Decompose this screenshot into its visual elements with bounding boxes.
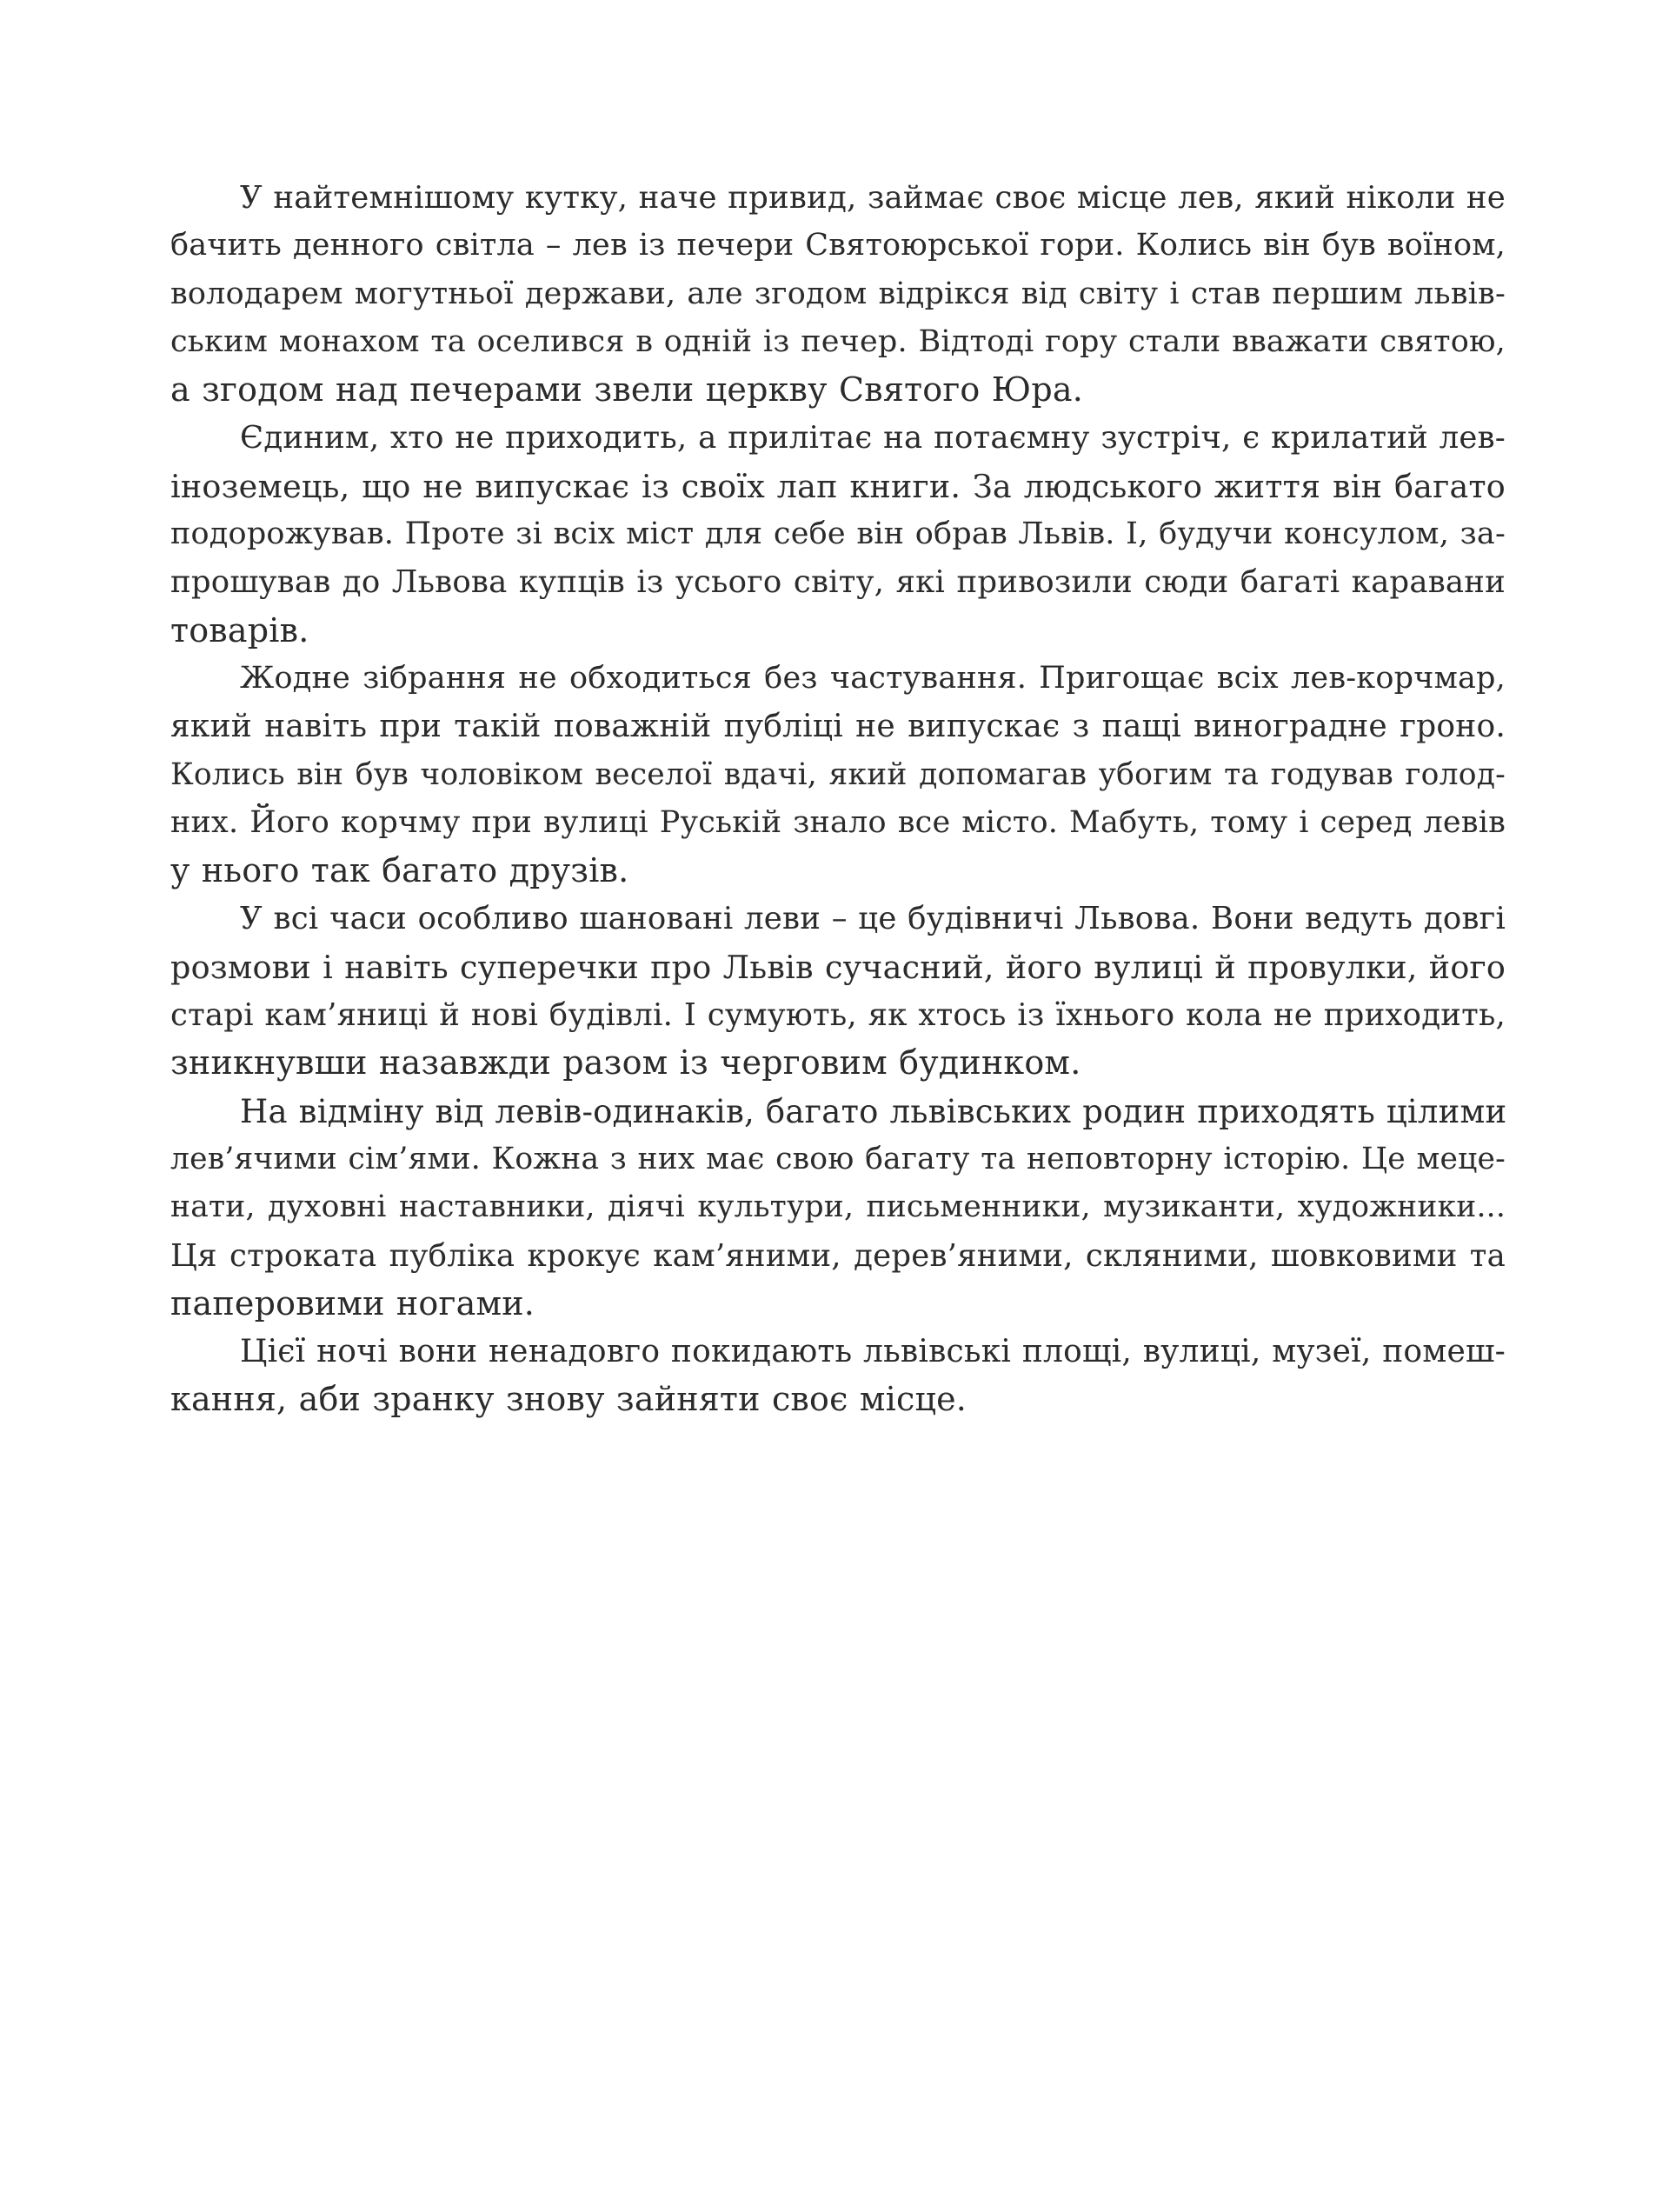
text-line: бачить денного світла – лев із печери Святоюрської гори. Колись він був воїном, bbox=[170, 228, 1506, 263]
text-line: лев’ячими сім’ями. Кожна з них має свою багату та неповторну історію. Це меце- bbox=[170, 1141, 1506, 1176]
text-line: а згодом над печерами звели церкву Святого Юра. bbox=[170, 370, 1083, 410]
text-line: у нього так багато друзів. bbox=[170, 851, 629, 890]
text-line: подорожував. Проте зі всіх міст для себе він обрав Львів. І, будучи консулом, за- bbox=[170, 516, 1506, 552]
text-line: На відміну від левів-одинаків, багато львівських родин приходять цілими bbox=[240, 1092, 1507, 1130]
paragraph-6 bbox=[170, 1328, 1506, 1424]
text-line: Колись він був чоловіком веселої вдачі, який допомагав убогим та годував голод- bbox=[170, 756, 1506, 792]
paragraph-2 bbox=[170, 414, 1506, 654]
text-line: У найтемнішому кутку, наче привид, займає своє місце лев, який ніколи не bbox=[240, 180, 1506, 216]
paragraph-3 bbox=[170, 655, 1506, 895]
text-line: розмови і навіть суперечки про Львів сучасний, його вулиці й провулки, його bbox=[170, 948, 1506, 986]
text-line: товарів. bbox=[170, 610, 309, 650]
text-line: старі кам’яниці й нові будівлі. І сумують, як хтось із їхнього кола не приходить, bbox=[170, 997, 1506, 1034]
text-line: кання, аби зранку знову зайняти своє місце. bbox=[170, 1380, 967, 1419]
text-line: який навіть при такій поважній публіці не випускає з пащі виноградне гроно. bbox=[170, 709, 1506, 745]
text-line: зникнувши назавжди разом із черговим будинком. bbox=[170, 1043, 1081, 1083]
text-line: У всі часи особливо шановані леви – це будівничі Львова. Вони ведуть довгі bbox=[240, 901, 1506, 937]
paragraph-1 bbox=[170, 174, 1506, 414]
paragraph-5 bbox=[170, 1088, 1506, 1328]
text-line: паперовими ногами. bbox=[170, 1283, 535, 1323]
text-line: Ця строката публіка крокує кам’яними, дерев’яними, скляними, шовковими та bbox=[170, 1237, 1506, 1274]
text-line: ським монахом та оселився в одній із печер. Відтоді гору стали вважати святою, bbox=[170, 323, 1506, 359]
text-line: володарем могутньої держави, але згодом відрікся від світу і став першим львів- bbox=[170, 276, 1506, 311]
text-line: прошував до Львова купців із усього світу, які привозили сюди багаті каравани bbox=[170, 564, 1506, 601]
text-line: нати, духовні наставники, діячі культури, письменники, музиканти, художники... bbox=[170, 1189, 1506, 1225]
text-line: Єдиним, хто не приходить, а прилітає на потаємну зустріч, є крилатий лев- bbox=[240, 420, 1506, 456]
body-text bbox=[170, 174, 1506, 1424]
paragraph-4 bbox=[170, 895, 1506, 1087]
text-line: них. Його корчму при вулиці Руській знало все місто. Мабуть, тому і серед левів bbox=[170, 804, 1506, 840]
text-line: іноземець, що не випускає із своїх лап книги. За людського життя він багато bbox=[170, 467, 1506, 505]
text-line: Цієї ночі вони ненадовго покидають львівські площі, вулиці, музеї, помеш- bbox=[240, 1334, 1506, 1370]
text-line: Жодне зібрання не обходиться без частування. Пригощає всіх лев-корчмар, bbox=[240, 660, 1506, 696]
